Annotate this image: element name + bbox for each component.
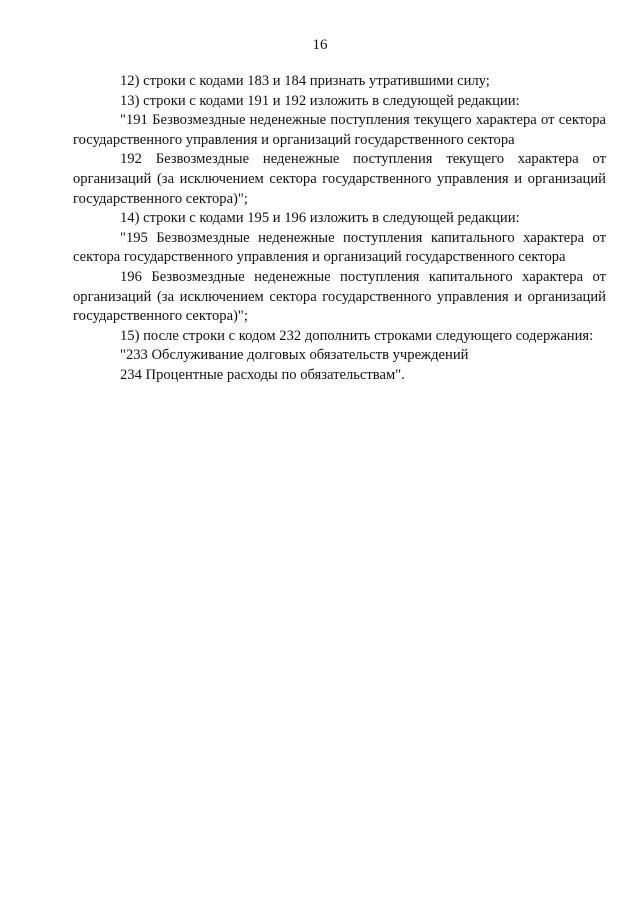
page-number: 16: [312, 37, 328, 53]
paragraph-item-15: 15) после строки с кодом 232 дополнить строками следующего содержания:: [120, 327, 594, 344]
paragraph-item-14: 14) строки с кодами 195 и 196 изложить в следующей редакции:: [120, 210, 520, 227]
paragraph-item-12: 12) строки с кодами 183 и 184 признать утратившими силу;: [120, 73, 490, 89]
paragraph-item-13: 13) строки с кодами 191 и 192 изложить в следующей редакции:: [120, 92, 520, 109]
paragraph-code-195: "195 Безвозмездные неденежные поступления капитального характера от сектора государственного управления и организаций государственного сектора: [73, 229, 606, 266]
paragraph-code-191: "191 Безвозмездные неденежные поступления текущего характера от сектора государственного управления и организаций государственного сектора: [73, 112, 606, 148]
paragraph-code-234: 234 Процентные расходы по обязательствам".: [120, 366, 405, 383]
document-body: [73, 72, 606, 386]
paragraph-code-233: "233 Обслуживание долговых обязательств учреждений: [120, 347, 469, 364]
paragraph-code-192: 192 Безвозмездные неденежные поступления текущего характера от организаций (за исключением сектора государственного управления и организаций государственного сектора)";: [73, 151, 606, 207]
paragraph-code-196: 196 Безвозмездные неденежные поступления капитального характера от организаций (за исключением сектора государственного управления и организаций государственного сектора)";: [73, 268, 606, 325]
